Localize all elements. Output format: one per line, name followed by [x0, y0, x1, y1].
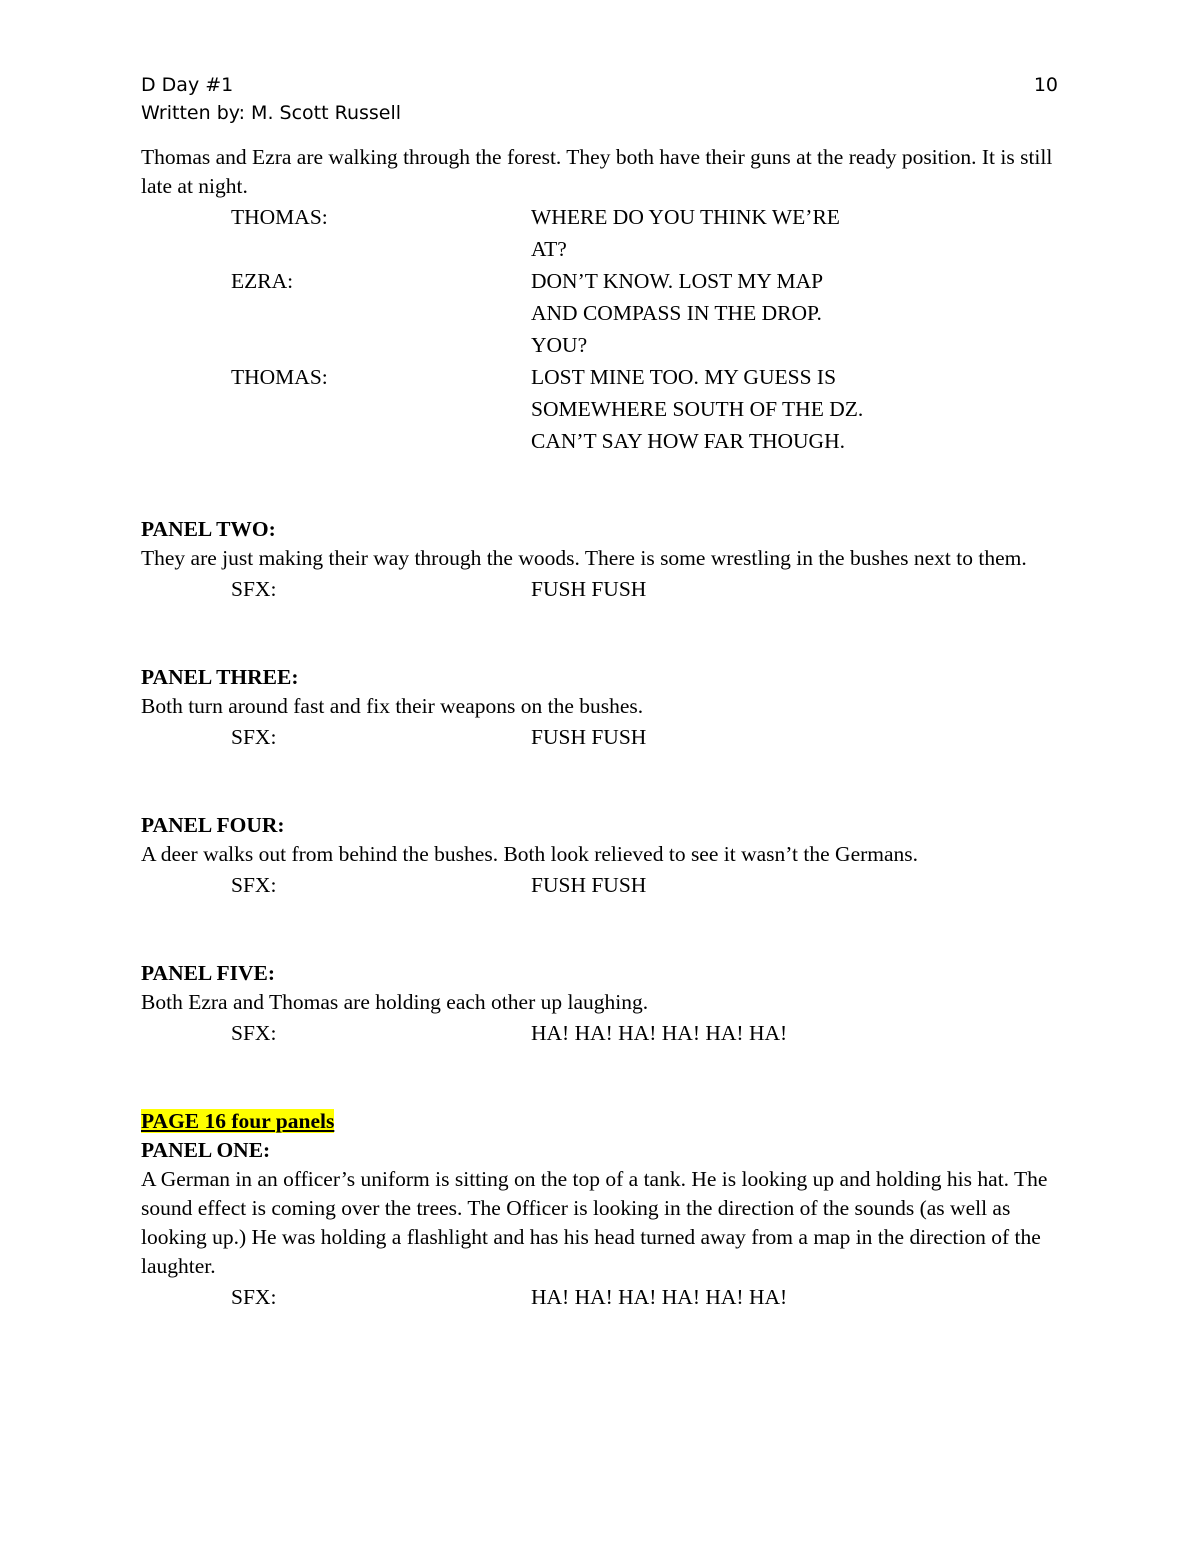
speaker-name: THOMAS:	[231, 205, 328, 229]
dialogue-row	[141, 1017, 1061, 1049]
speaker-name: SFX:	[231, 873, 277, 897]
panel-heading: PANEL THREE:	[141, 665, 299, 689]
dialogue-line: HA! HA! HA! HA! HA! HA!	[531, 1021, 788, 1045]
action-text: A deer walks out from behind the bushes. Both look relieved to see it wasn’t the Germans.	[141, 842, 919, 866]
dialogue-text	[531, 1281, 921, 1313]
speaker-name: SFX:	[231, 725, 277, 749]
panel-heading: PANEL FIVE:	[141, 961, 275, 985]
dialogue-row	[141, 201, 1061, 265]
action-text: Thomas and Ezra are walking through the forest. They both have their guns at the ready position. It is still late at night.	[141, 145, 1053, 198]
dialogue-line: HA! HA! HA! HA! HA! HA!	[531, 1285, 788, 1309]
action-text: Both turn around fast and fix their weapons on the bushes.	[141, 694, 644, 718]
speaker-name: SFX:	[231, 1285, 277, 1309]
dialogue-row	[141, 361, 1061, 457]
speaker-name: EZRA:	[231, 269, 294, 293]
panel-heading: PANEL ONE:	[141, 1138, 271, 1162]
action-text: A German in an officer’s uniform is sitting on the top of a tank. He is looking up and holding his hat. The sound effect is coming over the trees. The Officer is looking in the direction of the sounds (as well as looking up.) He was holding a flashlight and has his head turned away from a map in the direction of the laughter.	[141, 1167, 1048, 1278]
script-section	[141, 515, 1061, 605]
script-section	[141, 811, 1061, 901]
script-title: D Day #1	[141, 74, 234, 96]
dialogue-row	[141, 721, 1061, 753]
dialogue-line: AND COMPASS IN THE DROP.	[531, 301, 822, 325]
action-text: Both Ezra and Thomas are holding each other up laughing.	[141, 990, 649, 1014]
dialogue-line: FUSH FUSH	[531, 725, 647, 749]
dialogue-line: LOST MINE TOO. MY GUESS IS	[531, 365, 837, 389]
dialogue-row	[141, 265, 1061, 361]
dialogue-text	[531, 869, 921, 901]
speaker-name: SFX:	[231, 1021, 277, 1045]
script-body	[141, 143, 1061, 1313]
script-author: Written by: M. Scott Russell	[141, 102, 402, 124]
dialogue-line: AT?	[531, 237, 567, 261]
script-section	[141, 959, 1061, 1049]
dialogue-text	[531, 265, 921, 361]
script-section	[141, 663, 1061, 753]
page-heading: PAGE 16 four panels	[141, 1109, 335, 1133]
speaker-name: THOMAS:	[231, 365, 328, 389]
dialogue-line: WHERE DO YOU THINK WE’RE	[531, 205, 840, 229]
dialogue-text	[531, 361, 921, 457]
panel-heading: PANEL FOUR:	[141, 813, 285, 837]
dialogue-row	[141, 869, 1061, 901]
speaker-name: SFX:	[231, 577, 277, 601]
page-number: 10	[1033, 74, 1058, 96]
panel-heading: PANEL TWO:	[141, 517, 276, 541]
dialogue-text	[531, 1017, 921, 1049]
dialogue-line: FUSH FUSH	[531, 873, 647, 897]
dialogue-text	[531, 721, 921, 753]
dialogue-line: YOU?	[531, 333, 588, 357]
dialogue-line: FUSH FUSH	[531, 577, 647, 601]
dialogue-row	[141, 573, 1061, 605]
action-text: They are just making their way through the woods. There is some wrestling in the bushes next to them.	[141, 546, 1027, 570]
dialogue-line: SOMEWHERE SOUTH OF THE DZ.	[531, 397, 864, 421]
dialogue-text	[531, 201, 921, 265]
dialogue-row	[141, 1281, 1061, 1313]
script-section	[141, 143, 1061, 457]
dialogue-line: DON’T KNOW. LOST MY MAP	[531, 269, 824, 293]
dialogue-line: CAN’T SAY HOW FAR THOUGH.	[531, 429, 845, 453]
script-section	[141, 1107, 1061, 1313]
dialogue-text	[531, 573, 921, 605]
